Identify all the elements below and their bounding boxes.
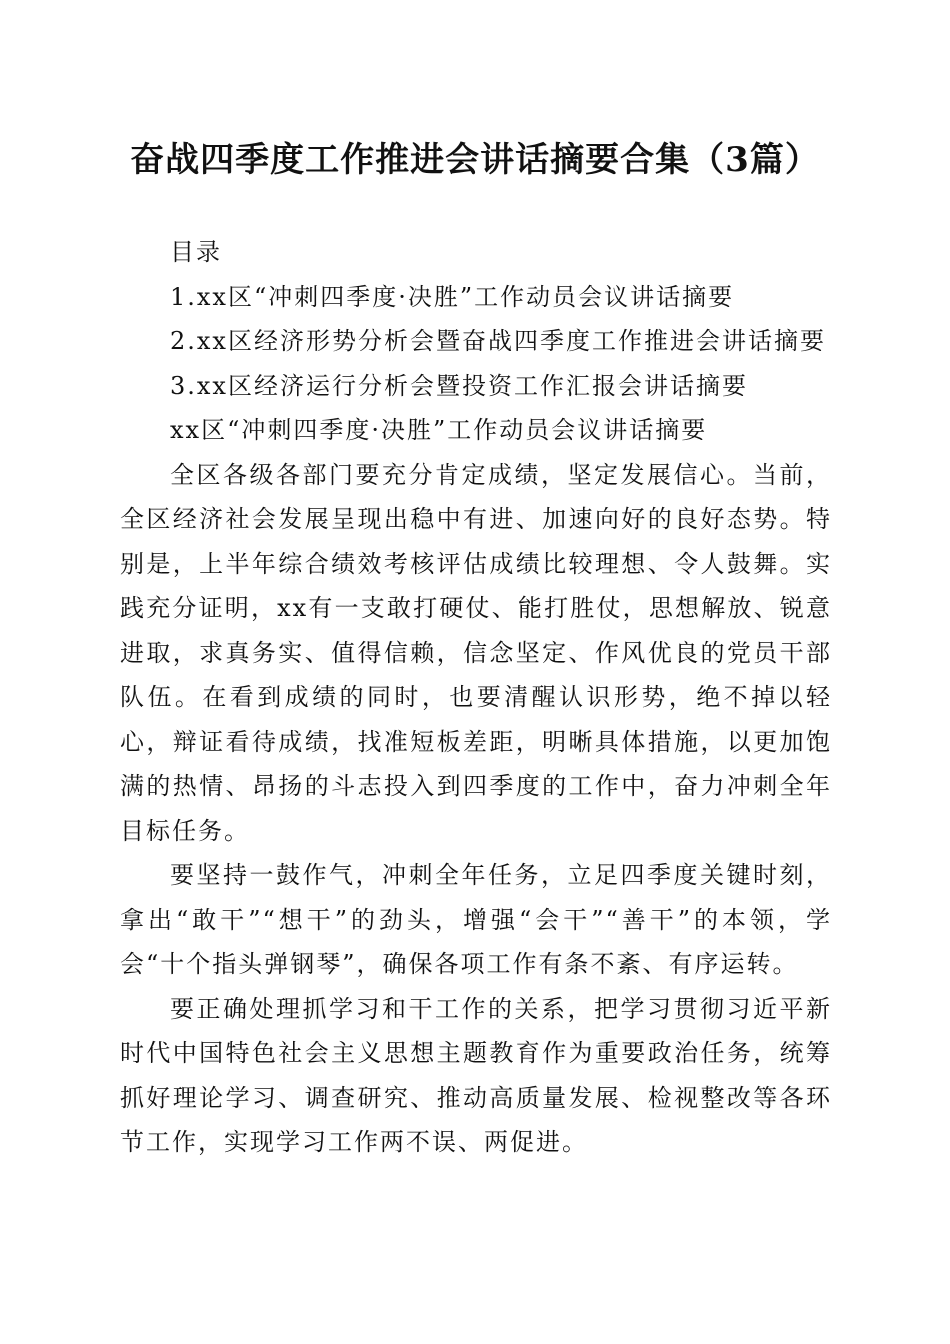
document-title: 奋战四季度工作推进会讲话摘要合集（3篇）: [130, 140, 820, 180]
toc-item: 2.xx区经济形势分析会暨奋战四季度工作推进会讲话摘要: [170, 327, 826, 355]
toc-item: 1.xx区“冲刺四季度·决胜”工作动员会议讲话摘要: [170, 282, 735, 311]
section-heading: xx区“冲刺四季度·决胜”工作动员会议讲话摘要: [170, 416, 708, 444]
body-paragraph: 要正确处理抓学习和干工作的关系，把学习贯彻习近平新时代中国特色社会主义思想主题教育作为重要政治任务，统筹抓好理论学习、调查研究、推动高质量发展、检视整改等各环节工作，实现学习工作两不误、两促进。: [120, 994, 832, 1156]
toc-heading: 目录: [170, 238, 222, 266]
body-paragraph: 要坚持一鼓作气，冲刺全年任务，立足四季度关键时刻，拿出“敢干”“想干”的劲头，增强“会干”“善干”的本领，学会“十个指头弹钢琴”，确保各项工作有条不紊、有序运转。: [120, 861, 832, 978]
toc-item: 3.xx区经济运行分析会暨投资工作汇报会讲话摘要: [170, 371, 748, 400]
document-body: [120, 230, 832, 1165]
body-paragraph: 全区各级各部门要充分肯定成绩，坚定发展信心。当前，全区经济社会发展呈现出稳中有进、加速向好的良好态势。特别是，上半年综合绩效考核评估成绩比较理想、令人鼓舞。实践充分证明，xx有一支敢打硬仗、能打胜仗，思想解放、锐意进取，求真务实、值得信赖，信念坚定、作风优良的党员干部队伍。在看到成绩的同时，也要清醒认识形势，绝不掉以轻心，辩证看待成绩，找准短板差距，明晰具体措施，以更加饱满的热情、昂扬的斗志投入到四季度的工作中，奋力冲刺全年目标任务。: [120, 460, 832, 845]
